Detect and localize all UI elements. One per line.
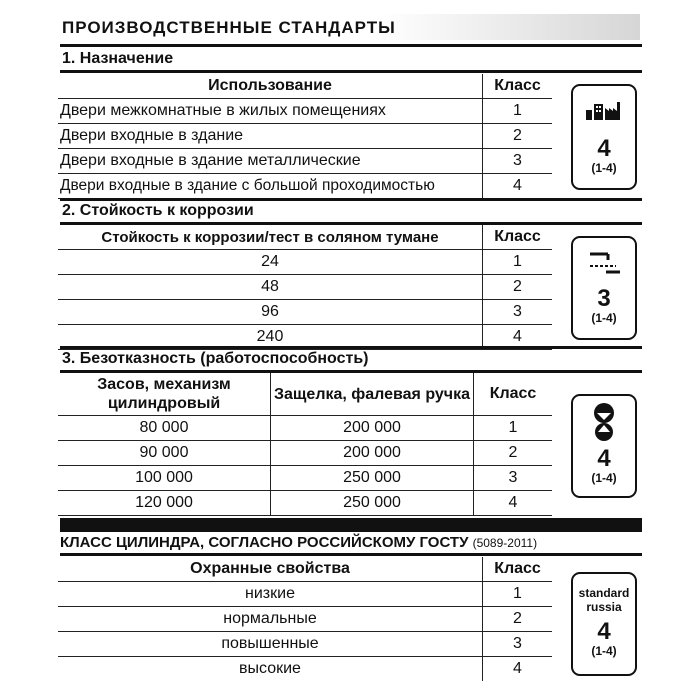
salt-spray-icon (586, 248, 622, 280)
class-badge (571, 394, 637, 498)
table-cell: 1 (474, 416, 553, 441)
table-cell: 4 (483, 174, 553, 199)
table-row (58, 149, 552, 174)
buildings-icon (584, 98, 624, 122)
class-value: 4 (597, 618, 611, 645)
class-range: (1-4) (591, 471, 617, 485)
section-divider (60, 70, 642, 73)
table-cell: 48 (58, 275, 483, 300)
gost-code: (5089-2011) (472, 536, 538, 550)
table-cell: 2 (474, 441, 553, 466)
table-row (58, 607, 552, 632)
table-row (58, 99, 552, 124)
section-title: 1. Назначение (62, 50, 174, 67)
table-cell: 4 (483, 657, 553, 682)
table-row (58, 582, 552, 607)
table-cell: 120 000 (58, 491, 271, 516)
column-header: Класс (474, 373, 553, 416)
table-row (58, 441, 552, 466)
table-cell: 4 (483, 325, 553, 350)
table-row (58, 250, 552, 275)
table-cell: 2 (483, 275, 553, 300)
column-header: Использование (58, 74, 483, 99)
column-header: Класс (483, 74, 553, 99)
table-row (58, 416, 552, 441)
section-divider (60, 518, 642, 532)
table-cell: 1 (483, 99, 553, 124)
column-header: Засов, механизм цилиндровый (58, 373, 271, 416)
section-title: 3. Безотказность (работоспособность) (62, 350, 369, 367)
hourglass-icon (589, 402, 619, 442)
table-cell: 200 000 (271, 416, 474, 441)
class-value: 3 (597, 285, 611, 312)
table-row (58, 174, 552, 199)
column-header: Стойкость к коррозии/тест в соляном тумане (58, 225, 483, 250)
column-header: Класс (483, 557, 553, 582)
table-header-row (58, 225, 552, 250)
class-badge (571, 236, 637, 340)
gost-table (58, 557, 552, 681)
section-divider (60, 198, 642, 201)
table-row (58, 275, 552, 300)
table-header-row (58, 74, 552, 99)
table-cell: нормальные (58, 607, 483, 632)
reliability-table (58, 373, 552, 516)
class-value: 4 (597, 135, 611, 162)
corrosion-table (58, 225, 552, 350)
class-range: (1-4) (591, 161, 617, 175)
class-badge (571, 84, 637, 190)
class-badge (571, 572, 637, 676)
table-cell: 80 000 (58, 416, 271, 441)
table-row (58, 632, 552, 657)
table-cell: Двери входные в здание (58, 124, 483, 149)
table-cell: 3 (483, 149, 553, 174)
section-divider (60, 553, 642, 556)
table-cell: 2 (483, 124, 553, 149)
table-cell: 240 (58, 325, 483, 350)
table-row (58, 300, 552, 325)
table-cell: Двери входные в здание с большой проходимостью (58, 174, 483, 199)
table-cell: высокие (239, 660, 301, 677)
table-cell: 4 (474, 491, 553, 516)
badge-label: standard (578, 586, 630, 600)
table-cell: 3 (483, 300, 553, 325)
class-range: (1-4) (591, 644, 617, 658)
table-cell: 90 000 (58, 441, 271, 466)
gost-title: КЛАСС ЦИЛИНДРА, СОГЛАСНО РОССИЙСКОМУ ГОСТУ (60, 534, 469, 551)
column-header: Охранные свойства (58, 557, 483, 582)
table-cell: 24 (58, 250, 483, 275)
section-divider (60, 44, 642, 47)
table-row (58, 466, 552, 491)
table-cell: 3 (474, 466, 553, 491)
section-title: 2. Стойкость к коррозии (62, 202, 254, 219)
class-value: 4 (597, 445, 611, 472)
table-header-row (58, 373, 552, 416)
table-cell: 250 000 (271, 466, 474, 491)
table-cell: 100 000 (58, 466, 271, 491)
table-cell: 96 (58, 300, 483, 325)
column-header: Класс (483, 225, 553, 250)
table-cell: Двери межкомнатные в жилых помещениях (58, 99, 483, 124)
table-cell: 1 (483, 250, 553, 275)
section-title (60, 534, 537, 551)
table-row (58, 657, 552, 682)
table-cell: 1 (483, 582, 553, 607)
column-header: Защелка, фалевая ручка (271, 373, 474, 416)
table-header-row (58, 557, 552, 582)
table-cell: 250 000 (271, 491, 474, 516)
purpose-table (58, 74, 552, 199)
section-divider (60, 346, 642, 349)
table-cell: низкие (58, 582, 483, 607)
page-title: ПРОИЗВОДСТВЕННЫЕ СТАНДАРТЫ (62, 18, 396, 37)
class-range: (1-4) (591, 311, 617, 325)
table-row (58, 124, 552, 149)
table-row (58, 491, 552, 516)
table-cell: 3 (483, 632, 553, 657)
table-cell: 2 (483, 607, 553, 632)
table-cell: 200 000 (271, 441, 474, 466)
badge-label: russia (586, 600, 622, 614)
table-cell: Двери входные в здание металлические (58, 149, 483, 174)
table-cell: повышенные (58, 632, 483, 657)
